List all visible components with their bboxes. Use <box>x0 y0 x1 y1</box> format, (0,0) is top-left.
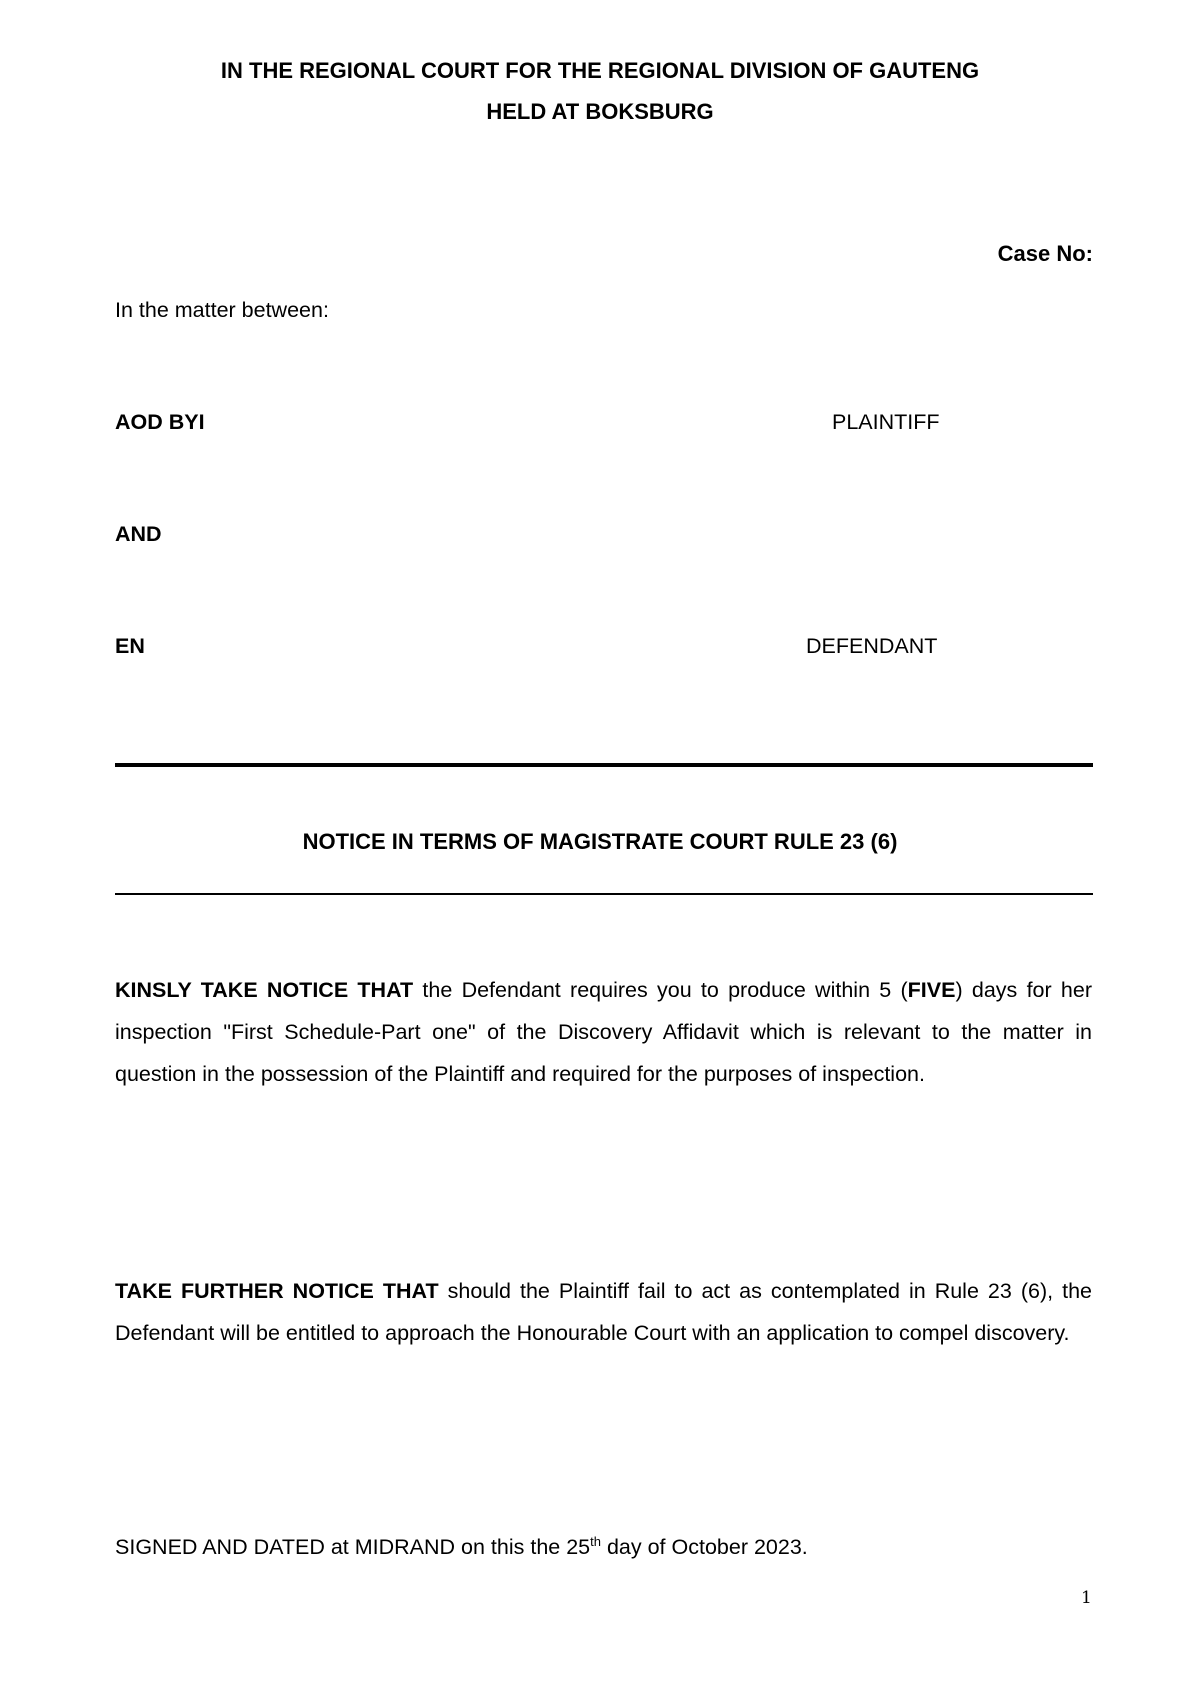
defendant-name: EN <box>115 634 145 658</box>
paragraph-1-text-a: the Defendant requires you to produce within 5 ( <box>413 978 908 1002</box>
paragraph-2-lead: TAKE FURTHER NOTICE THAT <box>115 1279 439 1303</box>
paragraph-1-text-b: ) days for her inspection "First Schedule-Part one" of the Discovery Affidavit which is relevant to the matter in question in the possession of the Plaintiff and required for the purposes of inspection. <box>115 978 1092 1086</box>
case-number-label: Case No: <box>997 241 1093 266</box>
signature-line <box>115 1535 808 1560</box>
paragraph-1-emphasis: FIVE <box>907 978 956 1002</box>
signature-text-a: SIGNED AND DATED at MIDRAND on this the 25 <box>115 1535 591 1559</box>
paragraph-2-text: should the Plaintiff fail to act as contemplated in Rule 23 (6), the Defendant will be entitled to approach the Honourable Court with an application to compel discovery. <box>115 1279 1092 1345</box>
heading-divider-top <box>115 763 1093 767</box>
page-number: 1 <box>1081 1588 1092 1608</box>
notice-paragraph-2 <box>115 1270 1092 1354</box>
heading-divider-bottom <box>115 893 1093 895</box>
court-heading: IN THE REGIONAL COURT FOR THE REGIONAL DIVISION OF GAUTENG <box>220 58 980 83</box>
plaintiff-name: AOD BYI <box>115 410 205 434</box>
plaintiff-role: PLAINTIFF <box>832 410 940 434</box>
paragraph-1-lead: KINSLY TAKE NOTICE THAT <box>115 978 414 1002</box>
notice-paragraph-1 <box>115 969 1092 1095</box>
defendant-role: DEFENDANT <box>806 634 938 658</box>
notice-title: NOTICE IN TERMS OF MAGISTRATE COURT RULE 23 (6) <box>302 829 898 854</box>
court-location: HELD AT BOKSBURG <box>486 99 714 124</box>
matter-intro: In the matter between: <box>115 298 329 322</box>
parties-conjunction: AND <box>115 522 162 546</box>
signature-text-b: day of October 2023. <box>600 1535 808 1559</box>
signature-day-suffix: th <box>590 1533 601 1549</box>
